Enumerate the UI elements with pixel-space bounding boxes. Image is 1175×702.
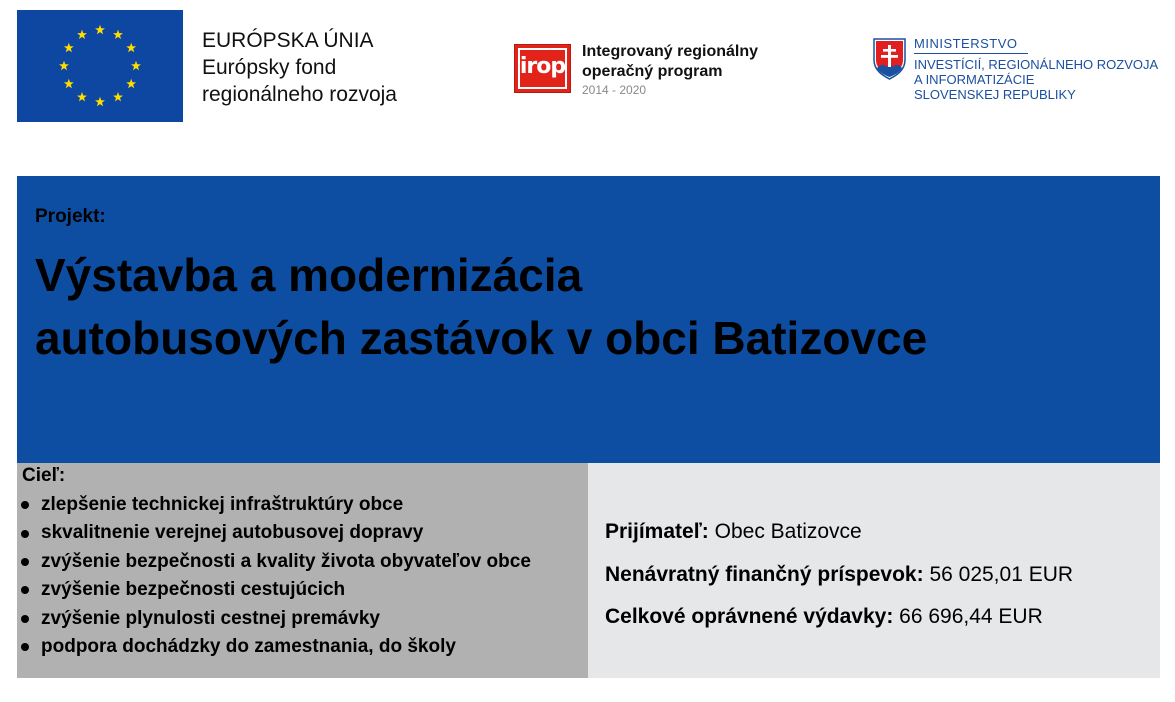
eu-line-1: EURÓPSKA ÚNIA [202, 29, 374, 52]
list-item [19, 576, 531, 604]
irop-line-1: Integrovaný regionálny [582, 43, 759, 60]
ministry-line-1: INVESTÍCIÍ, REGIONÁLNEHO ROZVOJA [914, 57, 1159, 72]
goal-text: zvýšenie bezpečnosti a kvality života obyvateľov obce [41, 550, 531, 572]
ministry-logo-text [914, 36, 1158, 102]
project-title-line-2: autobusových zastávok v obci Batizovce [35, 312, 928, 364]
grant-value: 56 025,01 EUR [929, 563, 1074, 586]
recipient-label: Prijímateľ: [605, 520, 709, 543]
star-icon [77, 30, 87, 39]
star-icon [59, 61, 69, 70]
project-title [35, 244, 927, 370]
recipient-value: Obec Batizovce [714, 520, 862, 543]
star-icon [64, 43, 74, 52]
goal-text: podpora dochádzky do zamestnania, do školy [41, 636, 456, 658]
recipient-row [605, 520, 862, 544]
irop-years: 2014 - 2020 [582, 83, 647, 97]
star-icon [77, 92, 87, 101]
irop-logo-text [582, 42, 758, 98]
grant-label: Nenávratný finančný príspevok: [605, 563, 924, 586]
goal-text: zvýšenie bezpečnosti cestujúcich [41, 579, 346, 601]
ministry-line-3: SLOVENSKEJ REPUBLIKY [914, 87, 1076, 102]
bullet-icon [21, 615, 29, 623]
list-item [19, 605, 531, 633]
eu-flag-logo [17, 10, 183, 122]
irop-logo-icon [514, 44, 571, 93]
list-item [19, 548, 531, 576]
goals-heading: Cieľ: [22, 465, 66, 486]
star-icon [131, 61, 141, 70]
ministry-line-2: A INFORMATIZÁCIE [914, 72, 1035, 87]
star-icon [126, 79, 136, 88]
ministry-divider [914, 53, 1028, 54]
eu-logo-text [202, 27, 397, 108]
eu-stars-icon [17, 10, 183, 122]
ministry-title: MINISTERSTVO [914, 36, 1018, 51]
list-item [19, 519, 531, 547]
slovak-coat-of-arms-icon [873, 38, 906, 80]
star-icon [126, 43, 136, 52]
star-icon [64, 79, 74, 88]
bullet-icon [21, 501, 29, 509]
grant-row [605, 563, 1073, 587]
bullet-icon [21, 586, 29, 594]
star-icon [113, 30, 123, 39]
list-item [19, 491, 531, 519]
eu-line-3: regionálneho rozvoja [202, 83, 397, 106]
bullet-icon [21, 530, 29, 538]
expenses-row [605, 605, 1043, 629]
bullet-icon [21, 558, 29, 566]
eu-line-2: Európsky fond [202, 56, 337, 79]
star-icon [113, 92, 123, 101]
goal-text: zlepšenie technickej infraštruktúry obce [41, 494, 404, 515]
expenses-label: Celkové oprávnené výdavky: [605, 605, 894, 628]
goal-text: zvýšenie plynulosti cestnej premávky [41, 607, 380, 629]
irop-line-2: operačný program [582, 63, 723, 80]
expenses-value: 66 696,44 EUR [899, 605, 1043, 628]
goals-list [19, 491, 531, 661]
list-item [19, 633, 531, 661]
goal-text: skvalitnenie verejnej autobusovej dopravy [41, 522, 424, 544]
project-label: Projekt: [35, 206, 106, 227]
irop-badge-text: irop [519, 54, 566, 79]
bullet-icon [21, 643, 29, 651]
project-title-line-1: Výstavba a modernizácia [35, 249, 583, 301]
star-icon [95, 97, 105, 106]
star-icon [95, 25, 105, 34]
